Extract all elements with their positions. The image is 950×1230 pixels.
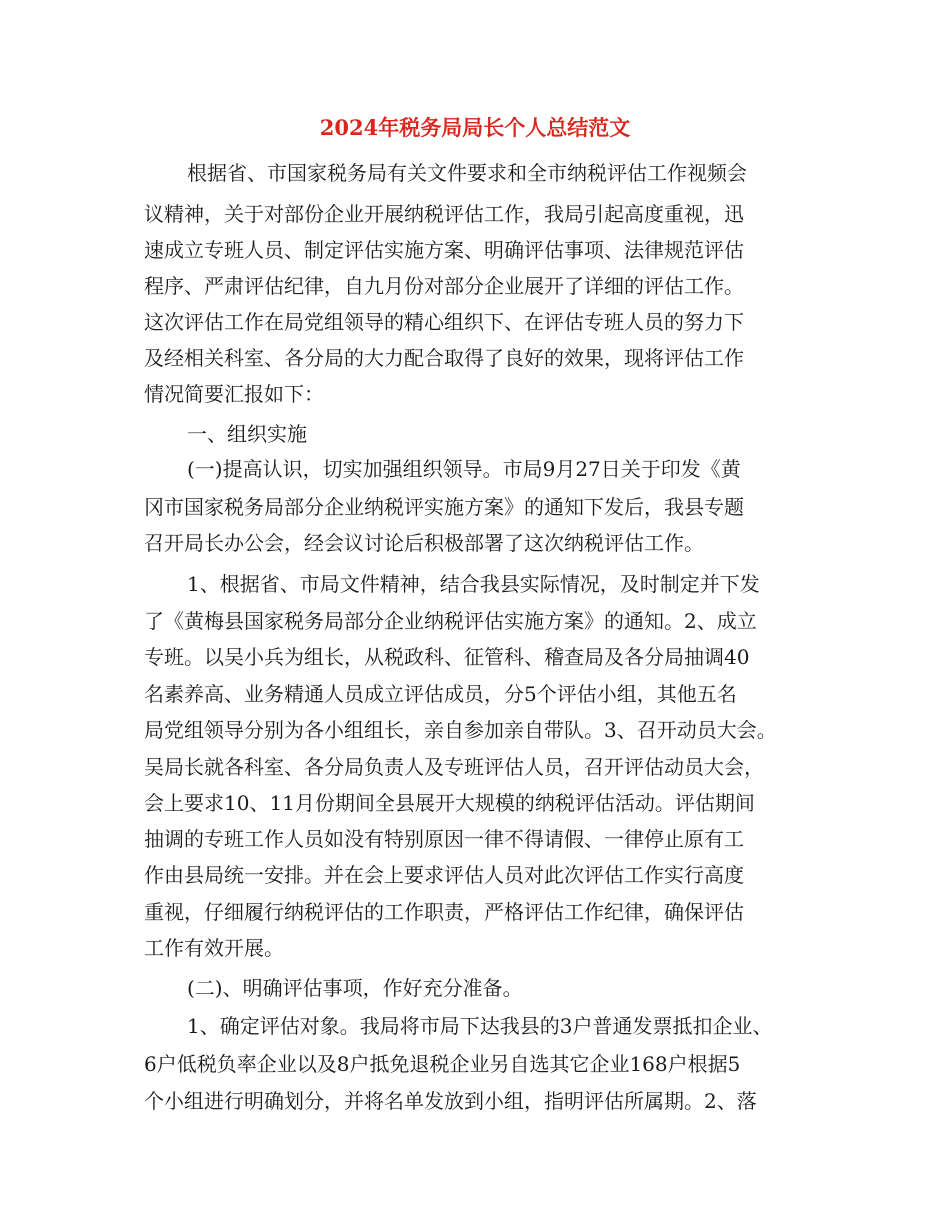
paragraph-line: 会上要求10、11月份期间全县展开大规模的纳税评估活动。评估期间 bbox=[144, 791, 755, 815]
paragraph-line: 速成立专班人员、制定评估实施方案、明确评估事项、法律规范评估 bbox=[144, 238, 744, 262]
paragraph-line: 及经相关科室、各分局的大力配合取得了良好的效果，现将评估工作 bbox=[144, 346, 744, 370]
paragraph-line: 抽调的专班工作人员如没有特别原因一律不得请假、一律停止原有工 bbox=[144, 827, 744, 851]
paragraph-line: 1、根据省、市局文件精神，结合我县实际情况，及时制定并下发 bbox=[187, 572, 760, 596]
paragraph-line: 专班。以吴小兵为组长，从税政科、征管科、稽查局及各分局抽调40 bbox=[144, 645, 750, 669]
paragraph-line: 了《黄梅县国家税务局部分企业纳税评估实施方案》的通知。2、成立 bbox=[144, 609, 757, 633]
paragraph-line: (一)提高认识，切实加强组织领导。市局9月27日关于印发《黄 bbox=[187, 457, 741, 481]
paragraph-line: 名素养高、业务精通人员成立评估成员，分5个评估小组，其他五名 bbox=[144, 682, 737, 706]
paragraph-line: 作由县局统一安排。并在会上要求评估人员对此次评估工作实行高度 bbox=[144, 863, 744, 887]
paragraph-line: 召开局长办公会，经会议讨论后积极部署了这次纳税评估工作。 bbox=[144, 531, 704, 555]
paragraph-line: 1、确定评估对象。我局将市局下达我县的3户普通发票抵扣企业、 bbox=[187, 1014, 773, 1038]
paragraph-line: 工作有效开展。 bbox=[144, 936, 284, 960]
document-title: 2024年税务局局长个人总结范文 bbox=[319, 115, 631, 140]
paragraph-line: 程序、严肃评估纪律，自九月份对部分企业展开了详细的评估工作。 bbox=[144, 274, 744, 298]
section-heading: 一、组织实施 bbox=[187, 422, 307, 446]
paragraph-line: 6户低税负率企业以及8户抵免退税企业另自选其它企业168户根据5 bbox=[144, 1052, 741, 1076]
paragraph-line: 根据省、市国家税务局有关文件要求和全市纳税评估工作视频会 bbox=[187, 161, 747, 185]
paragraph-line: 这次评估工作在局党组领导的精心组织下、在评估专班人员的努力下 bbox=[144, 310, 744, 334]
paragraph-line: 个小组进行明确划分，并将名单发放到小组，指明评估所属期。2、落 bbox=[144, 1089, 757, 1113]
paragraph-line: 局党组领导分别为各小组组长，亲自参加亲自带队。3、召开动员大会。 bbox=[144, 718, 777, 742]
paragraph-line: 冈市国家税务局部分企业纳税评实施方案》的通知下发后，我县专题 bbox=[144, 495, 744, 519]
paragraph-line: 重视，仔细履行纳税评估的工作职责，严格评估工作纪律，确保评估 bbox=[144, 900, 744, 924]
paragraph-line: 吴局长就各科室、各分局负责人及专班评估人员，召开评估动员大会， bbox=[144, 755, 764, 779]
section-heading: (二)、明确评估事项，作好充分准备。 bbox=[187, 976, 523, 1000]
paragraph-line: 议精神，关于对部份企业开展纳税评估工作，我局引起高度重视，迅 bbox=[144, 202, 744, 226]
paragraph-line: 情况简要汇报如下： bbox=[144, 382, 324, 406]
